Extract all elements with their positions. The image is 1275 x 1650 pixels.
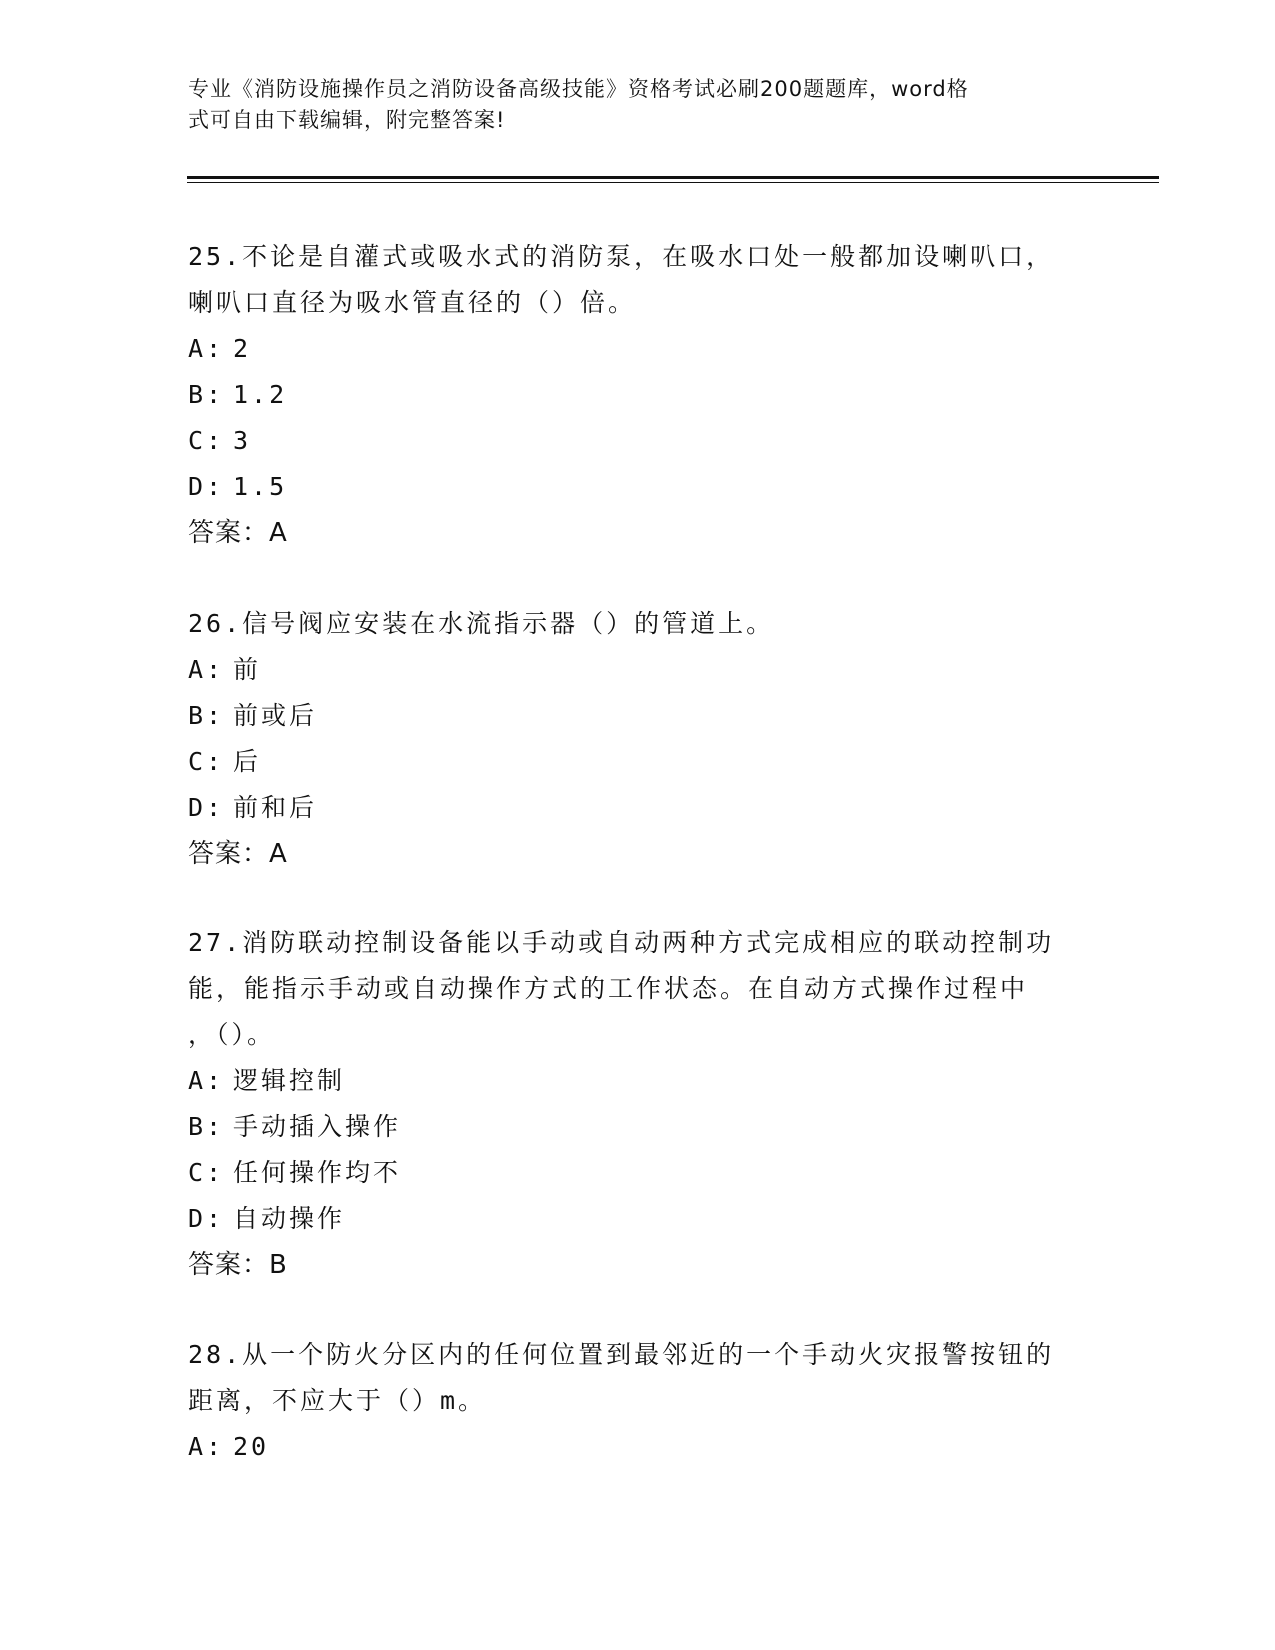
option-d bbox=[188, 464, 1088, 510]
option-text: 自动操作 bbox=[233, 1204, 346, 1233]
option-label: C: bbox=[188, 1158, 225, 1187]
answer-line: 答案：A bbox=[188, 839, 288, 869]
option-label: C: bbox=[188, 426, 225, 455]
question-26 bbox=[188, 601, 1088, 877]
option-text: 20 bbox=[233, 1432, 270, 1461]
question-stem-line: 26.信号阀应安装在水流指示器（）的管道上。 bbox=[188, 609, 775, 638]
option-text: 后 bbox=[233, 747, 262, 776]
option-label: C: bbox=[188, 747, 225, 776]
option-a bbox=[188, 1424, 1088, 1470]
option-label: A: bbox=[188, 1432, 225, 1461]
header-line-1: 专业《消防设施操作员之消防设备高级技能》资格考试必刷200题题库，word格 bbox=[188, 77, 969, 101]
option-b bbox=[188, 1104, 1088, 1150]
option-text: 1.2 bbox=[233, 380, 288, 409]
option-b bbox=[188, 372, 1088, 418]
option-text: 2 bbox=[233, 334, 252, 363]
option-c bbox=[188, 418, 1088, 464]
question-stem-line: 喇叭口直径为吸水管直径的（）倍。 bbox=[188, 288, 637, 317]
header-divider-thick bbox=[187, 176, 1159, 179]
option-text: 逻辑控制 bbox=[233, 1066, 346, 1095]
option-text: 任何操作均不 bbox=[233, 1158, 402, 1187]
option-text: 前和后 bbox=[233, 793, 318, 822]
option-label: D: bbox=[188, 793, 225, 822]
header-divider-thin bbox=[187, 182, 1159, 183]
option-label: A: bbox=[188, 655, 225, 684]
question-stem-line: 28.从一个防火分区内的任何位置到最邻近的一个手动火灾报警按钮的 bbox=[188, 1340, 1055, 1369]
answer-line: 答案：A bbox=[188, 518, 288, 548]
option-text: 手动插入操作 bbox=[233, 1112, 402, 1141]
option-d bbox=[188, 1196, 1088, 1242]
option-text: 前 bbox=[233, 655, 262, 684]
option-c bbox=[188, 1150, 1088, 1196]
option-a bbox=[188, 326, 1088, 372]
option-a bbox=[188, 647, 1088, 693]
option-label: B: bbox=[188, 701, 225, 730]
option-d bbox=[188, 785, 1088, 831]
option-label: D: bbox=[188, 472, 225, 501]
option-text: 1.5 bbox=[233, 472, 288, 501]
question-28 bbox=[188, 1332, 1088, 1470]
option-label: A: bbox=[188, 334, 225, 363]
option-label: A: bbox=[188, 1066, 225, 1095]
question-stem-line: 25.不论是自灌式或吸水式的消防泵，在吸水口处一般都加设喇叭口， bbox=[188, 242, 1055, 271]
option-c bbox=[188, 739, 1088, 785]
option-b bbox=[188, 693, 1088, 739]
question-stem-line: ，（）。 bbox=[188, 1020, 276, 1049]
option-text: 前或后 bbox=[233, 701, 318, 730]
header-line-2: 式可自由下载编辑，附完整答案! bbox=[188, 108, 506, 132]
question-stem-line: 27.消防联动控制设备能以手动或自动两种方式完成相应的联动控制功 bbox=[188, 928, 1055, 957]
answer-line: 答案：B bbox=[188, 1250, 288, 1280]
option-label: B: bbox=[188, 1112, 225, 1141]
question-stem-line: 能，能指示手动或自动操作方式的工作状态。在自动方式操作过程中 bbox=[188, 974, 1029, 1003]
document-header bbox=[188, 74, 1068, 136]
option-text: 3 bbox=[233, 426, 252, 455]
question-25 bbox=[188, 234, 1088, 556]
option-a bbox=[188, 1058, 1088, 1104]
question-27 bbox=[188, 920, 1088, 1288]
question-stem-line: 距离，不应大于（）m。 bbox=[188, 1386, 487, 1415]
option-label: D: bbox=[188, 1204, 225, 1233]
option-label: B: bbox=[188, 380, 225, 409]
